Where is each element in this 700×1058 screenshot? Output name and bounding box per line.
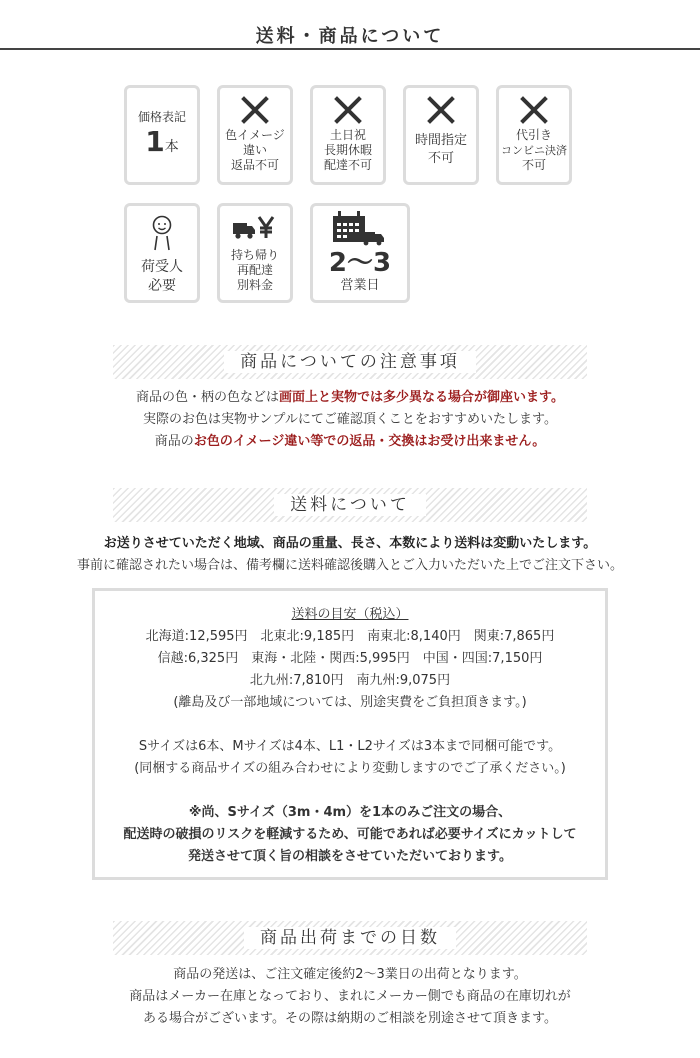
person-icon [147,214,177,252]
delivery-days-tile [310,203,410,303]
pickup-line-2: 再配達 [236,263,273,277]
weekend-delivery-tile [310,85,386,185]
cod-line-1: 代引き [515,128,552,142]
cut-note-line-3: 発送させて頂く旨の相談をさせていただいております。 [188,849,512,864]
notice-line-1 [0,387,700,409]
color-return-line-1: 色イメージ [225,128,285,142]
delivery-line-3: ある場合がございます。その際は納期のご相談を別途させて頂きます。 [143,1011,557,1026]
page-title [0,0,700,50]
recipient-line-2: 必要 [148,278,176,294]
time-spec-tile [403,85,479,185]
pickup-fee-tile [217,203,293,303]
pickup-line-3: 別料金 [236,278,273,292]
page-title-text: 送料・商品について [255,26,445,47]
time-spec-line-2: 不可 [427,151,454,166]
truck-yen-icon [232,214,278,242]
pickup-line-1: 持ち帰り [230,248,279,262]
notice-line-2: 実際のお色は実物サンプルにてご確認頂くことをおすすめいたします。 [143,412,557,427]
shipping-heading-band [113,488,587,522]
cross-icon [241,96,269,124]
rates-line-2: 信越:6,325円 東海・北陸・関西:5,995円 中国・四国:7,150円 [157,651,543,666]
color-return-line-2: 違い [242,143,267,157]
notice-line-1-red: 画面上と実物では多少異なる場合が御座います。 [279,390,564,405]
delivery-heading-band [113,921,587,955]
price-unit-label: 価格表記 [137,110,186,124]
delivery-days-number: 2〜3 [328,248,392,278]
shipping-rates-box [92,588,608,880]
shipping-line-1: お送りさせていただく地域、商品の重量、長さ、本数により送料は変動いたします。 [103,536,597,551]
cross-icon [520,96,548,124]
cross-icon [334,96,362,124]
notice-line-3-prefix: 商品の [154,434,194,449]
color-return-tile [217,85,293,185]
cod-payment-tile [496,85,572,185]
weekend-line-1: 土日祝 [329,128,366,142]
price-unit-unit: 本 [164,139,179,155]
notice-line-1-prefix: 商品の色・柄の色などは [136,390,280,405]
price-unit-value [127,127,197,157]
rates-title: 送料の目安（税込） [291,607,409,622]
shipping-heading: 送料について [274,494,426,516]
notice-heading-band [113,345,587,379]
recipient-line-1: 荷受人 [141,259,183,275]
rates-islands-note: (離島及び一部地域については、別途実費をご負担頂きます。) [173,695,527,710]
delivery-line-2: 商品はメーカー在庫となっており、まれにメーカー側でも商品の在庫切れが [129,989,571,1004]
bundle-line-2: (同梱する商品サイズの組み合わせにより変動しますのでご了承ください。) [134,761,566,776]
price-unit-tile [124,85,200,185]
cut-note-line-2: 配送時の破損のリスクを軽減するため、可能であれば必要サイズにカットして [123,827,577,842]
rates-line-1: 北海道:12,595円 北東北:9,185円 南東北:8,140円 関東:7,865円 [145,629,555,644]
rates-line-3: 北九州:7,810円 南九州:9,075円 [249,673,451,688]
bundle-line-1: Sサイズは6本、Mサイズは4本、L1・L2サイズは3本まで同梱可能です。 [138,739,562,754]
cross-icon [427,96,455,124]
delivery-days-label: 営業日 [340,278,380,293]
cod-line-2: コンビニ決済 [501,144,567,157]
cod-line-3: 不可 [521,158,546,172]
notice-heading: 商品についての注意事項 [224,351,476,373]
color-return-line-3: 返品不可 [230,158,279,172]
calendar-truck-icon [331,210,389,246]
recipient-tile [124,203,200,303]
price-unit-number: 1 [145,125,165,158]
shipping-line-2: 事前に確認されたい場合は、備考欄に送料確認後購入とご入力いただいた上でご注文下さい。 [76,558,623,573]
weekend-line-2: 長期休暇 [323,143,372,157]
delivery-line-1: 商品の発送は、ご注文確定後約2〜3業日の出荷となります。 [173,967,527,982]
weekend-line-3: 配達不可 [323,158,372,172]
notice-line-3-red: お色のイメージ違い等での返品・交換はお受け出来ません。 [193,434,546,449]
cut-note-line-1: ※尚、Sサイズ（3m・4m）を1本のみご注文の場合、 [188,805,512,820]
time-spec-line-1: 時間指定 [414,133,467,148]
notice-line-3 [0,431,700,453]
delivery-heading: 商品出荷までの日数 [244,927,456,949]
